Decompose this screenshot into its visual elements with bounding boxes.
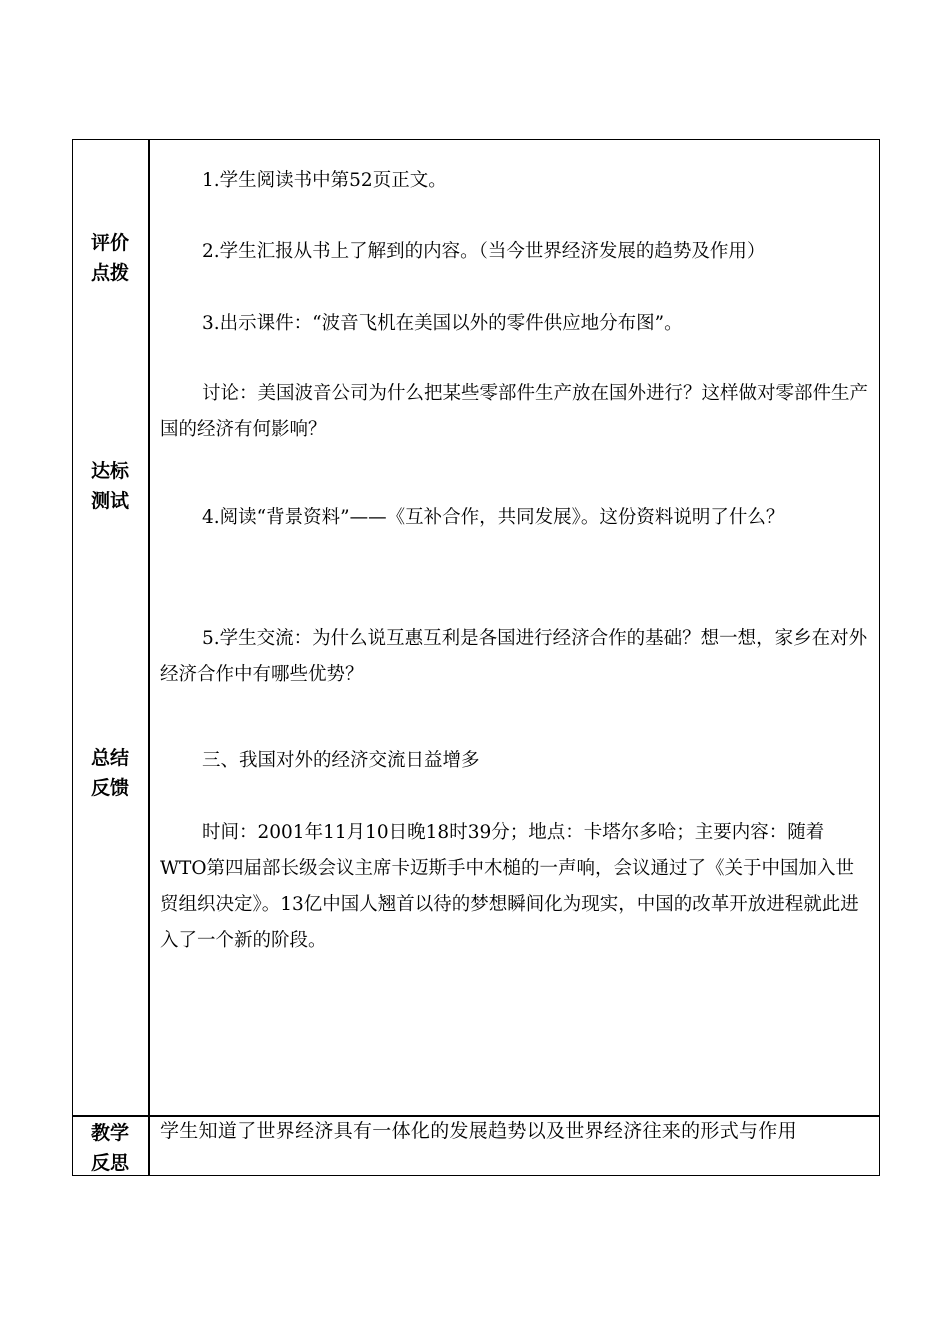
paragraph-5: 5.学生交流：为什么说互惠互利是各国进行经济合作的基础？想一想，家乡在对外经济合作中有哪些优势？ <box>160 628 868 685</box>
paragraph-1: 1.学生阅读书中第52页正文。 <box>202 170 447 191</box>
paragraph-event: 时间：2001年11月10日晚18时39分；地点：卡塔尔多哈；主要内容：随着WTO第四届部长级会议主席卡迈斯手中木槌的一声响，会议通过了《关于中国加入世贸组织决定》。13亿中国人翘首以待的梦想瞬间化为现实，中国的改革开放进程就此进入了一个新的阶段。 <box>160 822 859 951</box>
label-evaluate-line1: 评价 <box>90 232 129 254</box>
label-summary <box>72 743 148 803</box>
label-reflection-line2: 反思 <box>90 1152 129 1174</box>
label-evaluate-line2: 点拨 <box>90 262 129 284</box>
label-reflection-line1: 教学 <box>90 1122 129 1144</box>
label-reflection <box>72 1118 148 1178</box>
paragraph-discussion: 讨论：美国波音公司为什么把某些零部件生产放在国外进行？这样做对零部件生产国的经济有何影响？ <box>160 383 869 440</box>
reflection-text: 学生知道了世界经济具有一体化的发展趋势以及世界经济往来的形式与作用 <box>160 1120 797 1142</box>
label-test-line2: 测试 <box>90 490 129 512</box>
paragraph-2: 2.学生汇报从书上了解到的内容。（当今世界经济发展的趋势及作用） <box>202 241 766 262</box>
column-divider <box>148 139 150 1176</box>
section-heading: 三、我国对外的经济交流日益增多 <box>202 750 480 771</box>
paragraph-4: 4.阅读“背景资料”——《互补合作，共同发展》。这份资料说明了什么？ <box>202 507 785 528</box>
label-test <box>72 456 148 516</box>
label-test-line1: 达标 <box>90 460 129 482</box>
label-summary-line1: 总结 <box>90 747 129 769</box>
paragraph-3: 3.出示课件：“波音飞机在美国以外的零件供应地分布图”。 <box>202 313 683 334</box>
label-evaluate <box>72 228 148 288</box>
label-summary-line2: 反馈 <box>90 777 129 799</box>
